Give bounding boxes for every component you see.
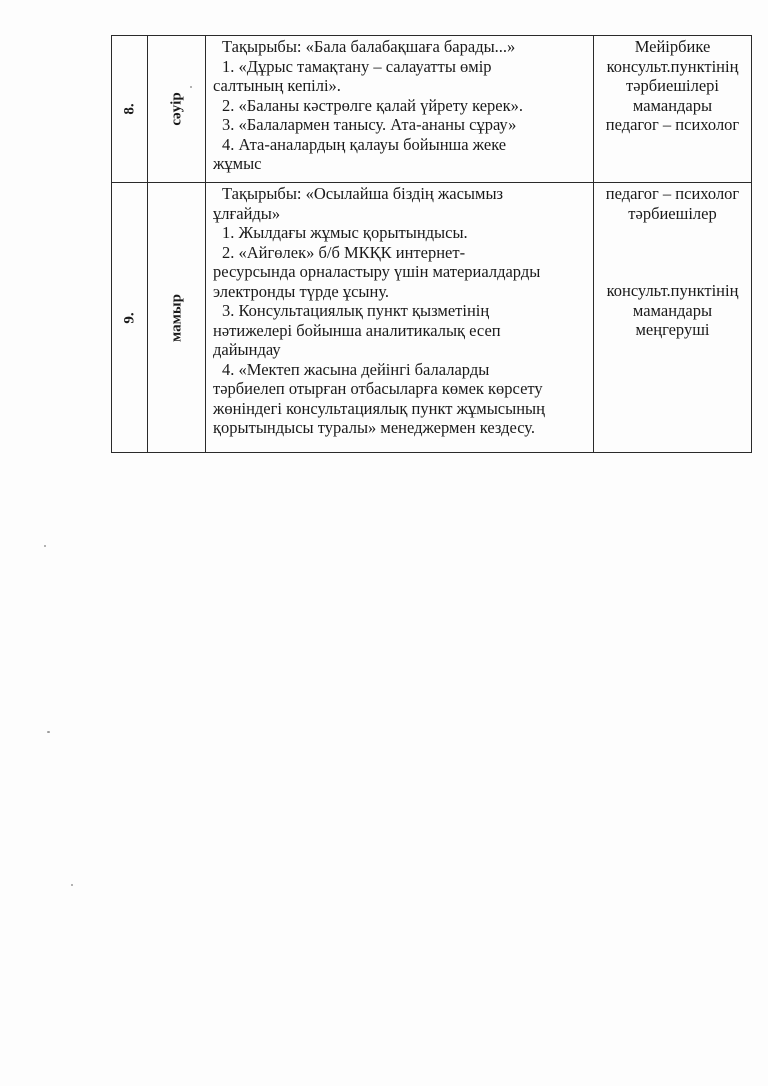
responsible-line: консульт.пунктінің <box>606 281 739 300</box>
content-line: тәрбиелеп отырған отбасыларға көмек көрсету <box>213 379 543 398</box>
content-line: нәтижелері бойынша аналитикалық есеп <box>213 320 501 340</box>
content-line: жұмыс <box>213 154 262 173</box>
scan-speck <box>71 884 73 886</box>
month-label: мамыр <box>167 293 184 342</box>
content-line: 2. «Айгөлек» б/б МКҚК интернет- <box>222 242 466 262</box>
content-cell <box>206 183 594 453</box>
topic-line: Тақырыбы: «Осылайша біздің жасымыз <box>222 184 504 203</box>
table-row <box>112 36 752 183</box>
topic-line: Тақырыбы: «Бала балабақшаға барады...» <box>222 37 516 56</box>
responsible-line: мамандары <box>632 300 713 320</box>
content-line: 2. «Баланы кәстрөлге қалай үйрету керек». <box>222 95 524 115</box>
scan-speck <box>190 86 192 88</box>
content-line: 3. Консультациялық пункт қызметінің <box>222 301 490 320</box>
content-line: салтының кепілі». <box>213 76 341 95</box>
row-number: 9. <box>120 311 137 324</box>
content-line: 1. Жылдағы жұмыс қорытындысы. <box>222 223 468 242</box>
responsible-line: тәрбиешілері <box>625 76 719 95</box>
responsible-cell <box>594 183 752 453</box>
content-cell <box>206 36 594 183</box>
work-plan-table <box>111 35 752 453</box>
content-line: электронды түрде ұсыну. <box>213 281 390 301</box>
content-line: дайындау <box>213 340 281 359</box>
content-line: қорытындысы туралы» менеджермен кездесу. <box>213 418 536 437</box>
content-line: 4. «Мектеп жасына дейінгі балаларды <box>222 359 490 379</box>
responsible-cell <box>594 36 752 183</box>
responsible-line: консульт.пунктінің <box>606 56 739 76</box>
content-line: 3. «Балалармен танысу. Ата-ананы сұрау» <box>222 115 517 134</box>
responsible-line: Мейірбике <box>634 37 711 56</box>
scan-speck <box>47 731 50 733</box>
row-number-cell <box>112 36 148 183</box>
content-line: жөніндегі консультациялық пункт жұмысының <box>213 398 545 418</box>
content-line: ресурсында орналастыру үшін материалдарды <box>213 262 541 281</box>
responsible-line: мамандары <box>632 95 713 115</box>
table-row <box>112 183 752 453</box>
content-line: ұлғайды» <box>213 203 281 223</box>
month-cell <box>148 36 206 183</box>
spacer <box>596 223 749 281</box>
month-label: сәуір <box>167 92 184 126</box>
month-cell <box>148 183 206 453</box>
scan-speck <box>44 545 46 547</box>
responsible-line: педагог – психолог <box>605 184 740 203</box>
row-number: 8. <box>120 103 137 115</box>
content-line: 4. Ата-аналардың қалауы бойынша жеке <box>222 134 507 154</box>
content-line: 1. «Дұрыс тамақтану – салауатты өмір <box>222 56 492 76</box>
responsible-line: педагог – психолог <box>605 115 740 134</box>
responsible-line: тәрбиешілер <box>628 203 717 223</box>
responsible-line: меңгеруші <box>635 320 710 339</box>
row-number-cell <box>112 183 148 453</box>
